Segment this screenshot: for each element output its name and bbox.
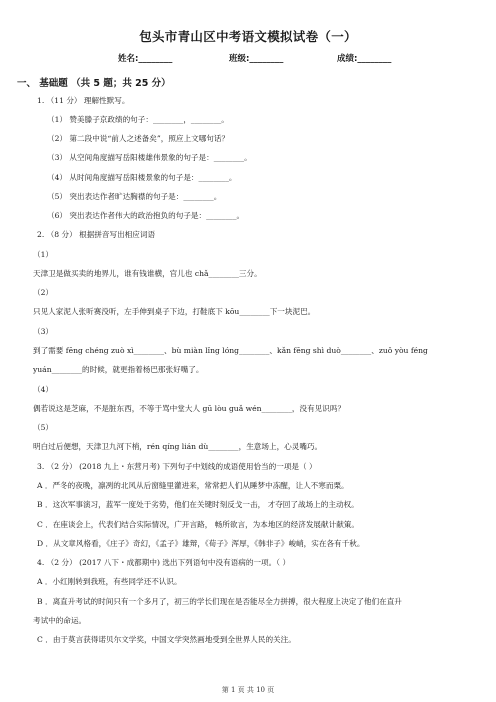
question-3-option-d[interactable]: D ．从文章风格看，《庄子》奇幻，《孟子》雄辩，《荀子》浑厚，《韩非子》峻峭，实在各有千秋。 xyxy=(37,539,365,548)
question-1-item-2: （2） 第二段中说“前人之述备矣”，照应上文哪句话？ xyxy=(47,134,230,143)
question-4-stem: 4. （2 分） (2017 八下・成都期中) 选出下列语句中没有语病的一项。（ ） xyxy=(37,558,291,567)
question-1-item-6: （6） 突出表达作者伟大的政治抱负的句子是：________。 xyxy=(47,211,245,220)
question-4-option-c[interactable]: C ．由于莫言获得诺贝尔文学奖，中国文学突然画地受到全世界人民的关注。 xyxy=(37,635,296,644)
question-4-option-a[interactable]: A ．小红刚转到我班，有些同学还不认识。 xyxy=(37,577,182,586)
question-2-text-2: 只见人家泥人张听赛没听，左手伸到桌子下边，打鞋底下 kōu________下一块泥巴。 xyxy=(33,307,316,316)
question-2-part-3: （3） xyxy=(33,327,54,336)
question-1-item-3: （3） 从空间角度描写岳阳楼雄伟景象的句子是：________。 xyxy=(47,153,252,162)
question-2-text-1: 天津卫是做买卖的地界儿，谁有钱谁横，官儿也 chǎ________三分。 xyxy=(33,269,262,278)
question-2-text-3b: yuán________的时候，就更指着杨巴那张好嘴了。 xyxy=(33,365,204,374)
question-4-option-b[interactable]: B ．离直升考试的时间只有一个多月了，初三的学长们现在是否能尽全力拼搏，很大程度上决定了他们在直升 xyxy=(37,597,402,606)
question-2-stem: 2. （8 分） 根据拼音写出相应词语 xyxy=(37,230,156,239)
question-2-part-5: （5） xyxy=(33,423,54,432)
question-3-option-b[interactable]: B ．这次军事演习，蓝军一度处于劣势，他们在关键时刻反戈一击， 才夺回了战场上的主动权。 xyxy=(37,500,359,509)
question-2-part-4: （4） xyxy=(33,385,54,394)
question-2-text-4: 偶若说这是芝麻，不是脏东西，不等于骂中堂大人 gū lòu guǎ wén________，没有见识吗？ xyxy=(33,404,346,413)
section-heading: 一、 基础题 （共 5 题；共 25 分） xyxy=(17,78,171,89)
question-1-item-5: （5） 突出表达作者旷达胸襟的句子是：________。 xyxy=(47,192,222,201)
question-2-part-1: （1） xyxy=(33,250,54,259)
question-2-text-5: 明白过后便想，天津卫九河下梢，rén qíng lián dù________，生意场上，心灵嘴巧。 xyxy=(33,442,323,451)
question-1-item-1: （1） 赞美滕子京政绩的句子：________，________。 xyxy=(47,115,229,124)
question-3-option-a[interactable]: A ．严冬的夜晚，凛冽的北风从后窗缝里灌进来，常常把人们从睡梦中冻醒，让人不寒而栗。 xyxy=(37,481,349,490)
question-1-item-4: （4） 从时间角度描写岳阳楼景象的句子是：________。 xyxy=(47,173,237,182)
exam-title: 包头市青山区中考语文模拟试卷（一） xyxy=(139,29,357,44)
class-field[interactable]: 班级:________ xyxy=(229,54,284,64)
question-3-option-c[interactable]: C ．在座谈会上，代表们结合实际情况，广开言路， 畅所欲言，为本地区的经济发展献计献策。 xyxy=(37,520,359,529)
name-field[interactable]: 姓名:________ xyxy=(118,54,173,64)
question-3-stem: 3. （2 分） (2018 九上・东营月考) 下列句子中划线的成语使用恰当的一项是（ ） xyxy=(37,462,317,471)
score-field[interactable]: 成绩:________ xyxy=(337,54,392,64)
question-1-stem: 1. （11 分） 理解性默写。 xyxy=(37,96,130,105)
question-2-text-3a: 到了需要 fēng chéng zuò xì________、bù miàn lǐng lóng________、kǎn fēng shì duò________、zuǒ yòu féng xyxy=(33,346,428,355)
question-2-part-2: （2） xyxy=(33,288,54,297)
page-footer: 第 1 页 共 10 页 xyxy=(221,686,275,694)
question-4-option-b-cont: 考试中的命运。 xyxy=(33,616,87,625)
